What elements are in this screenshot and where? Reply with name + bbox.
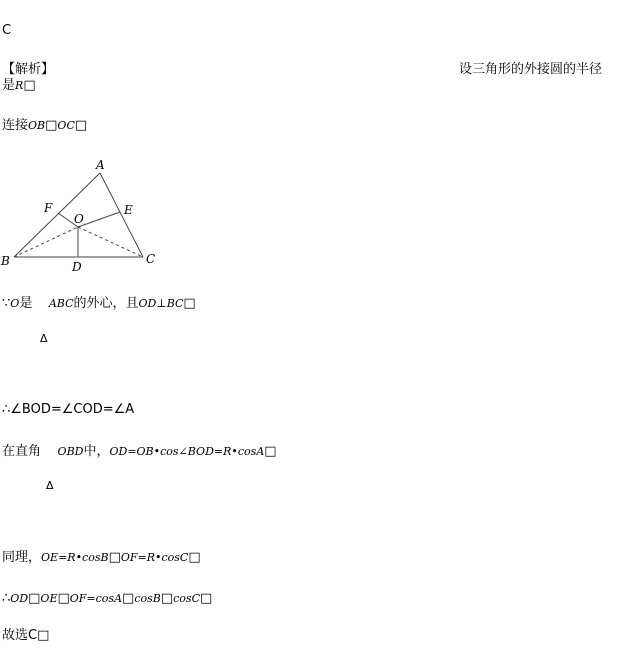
connect-prefix: 连接 <box>2 118 29 133</box>
segment-ob <box>14 227 78 257</box>
ratio-od: OD <box>10 592 29 605</box>
missing-glyph-icon: □ <box>183 296 196 311</box>
intro-is: 是 <box>2 78 16 93</box>
vertex-label-c: C <box>146 252 156 266</box>
answer-letter: C <box>2 23 12 38</box>
of-formula: OF=R•cosC <box>120 551 189 564</box>
triangle-obd: OBD <box>57 445 84 458</box>
similarly-line <box>2 550 201 566</box>
vertex-label-d: D <box>72 260 82 274</box>
missing-glyph-icon: □ <box>57 591 70 606</box>
connect-oc: OC <box>57 119 75 132</box>
triangle-symbol-1: Δ <box>40 332 48 345</box>
in-text: 中， <box>83 444 110 459</box>
conclusion-text: 故选 <box>2 628 29 643</box>
conclusion-choice: C <box>28 628 38 643</box>
vertex-label-o: O <box>74 212 84 226</box>
missing-glyph-icon: □ <box>264 444 277 459</box>
missing-glyph-icon: □ <box>45 118 58 133</box>
segment-oe <box>78 212 120 227</box>
right-triangle-line <box>2 444 277 460</box>
side-ab <box>14 173 100 257</box>
connect-ob: OB <box>28 119 46 132</box>
point-o: O <box>10 297 20 310</box>
missing-glyph-icon: □ <box>188 550 201 565</box>
analysis-label: 【解析】 <box>2 62 55 77</box>
ratio-of: OF=cosA <box>69 592 123 605</box>
because-symbol: ∵ <box>2 296 11 311</box>
therefore-symbol: ∴ <box>2 591 11 606</box>
right-triangle-prefix: 在直角 <box>2 444 42 459</box>
vertex-label-b: B <box>1 254 10 268</box>
missing-glyph-icon: □ <box>28 591 41 606</box>
missing-glyph-icon: □ <box>160 591 174 606</box>
similarly-prefix: 同理， <box>2 550 42 565</box>
ratio-cosb: cosB <box>134 592 161 605</box>
missing-glyph-icon: □ <box>108 550 121 565</box>
ratio-cosc: cosC <box>173 592 200 605</box>
analysis-intro-a: 设三角形的外接圆的半径 <box>459 62 603 77</box>
od-formula: OD=OB•cos∠BOD=R•cosA <box>109 445 265 458</box>
intro-r: R <box>15 79 24 92</box>
vertex-label-a: A <box>96 158 105 172</box>
circumcenter-text: 的外心，且 <box>73 296 139 311</box>
is-text: 是 <box>19 296 33 311</box>
ratio-line <box>2 591 212 607</box>
conclusion-line <box>2 628 49 644</box>
side-ac <box>100 173 143 257</box>
missing-glyph-icon: □ <box>122 591 135 606</box>
triangle-abc: ABC <box>48 297 74 310</box>
missing-glyph-icon: □ <box>74 118 88 133</box>
missing-glyph-icon: □ <box>23 78 36 93</box>
ratio-oe: OE <box>40 592 58 605</box>
triangle-symbol-2: Δ <box>46 479 54 492</box>
circumcenter-line <box>2 296 196 312</box>
vertex-label-f: F <box>44 201 53 215</box>
missing-glyph-icon: □ <box>200 591 213 606</box>
vertex-label-e: E <box>124 203 133 217</box>
angle-equality-line: ∴∠BOD=∠COD=∠A <box>2 402 135 417</box>
segment-oc <box>78 227 143 257</box>
missing-glyph-icon: □ <box>37 628 50 643</box>
oe-formula: OE=R•cosB <box>41 551 109 564</box>
od-perp-bc: OD⊥BC <box>138 297 184 310</box>
